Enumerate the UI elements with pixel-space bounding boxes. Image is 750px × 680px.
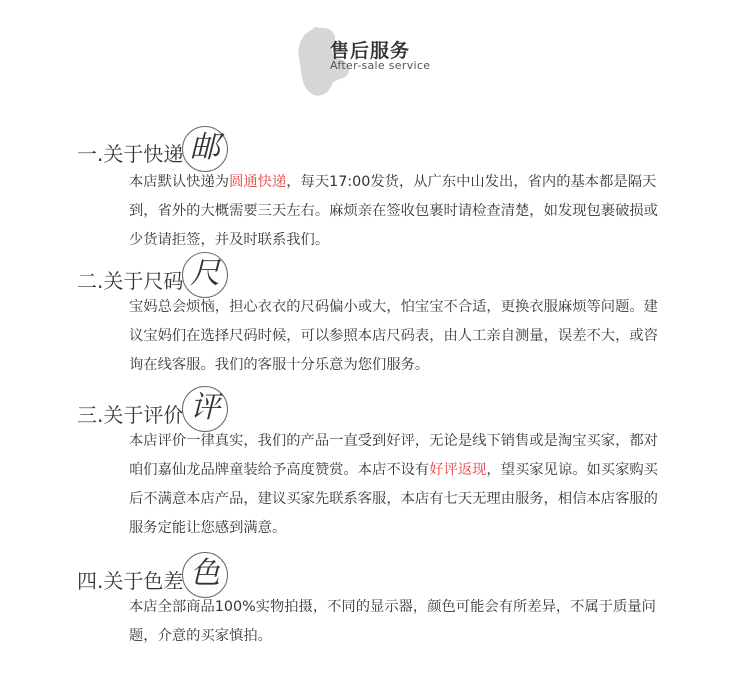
section-title: 一.关于快递 — [77, 142, 184, 166]
mail-badge-icon: 邮 — [182, 126, 228, 172]
section-text: 本店全部商品100%实物拍摄，不同的显示器，颜色可能会有所差异，不属于质量问题，介意的买家慎拍。 — [129, 599, 656, 644]
section-text: 本店默认快递为圆通快递，每天17:00发货，从广东中山发出，省内的基本都是隔天到，省外的大概需要三天左右。麻烦亲在签收包裹时请检查清楚，如发现包裹破损或少货请拒签，并及时联系我们。 — [129, 174, 658, 248]
page-subtitle: After-sale service — [330, 59, 431, 72]
section-text: 宝妈总会烦恼，担心衣衣的尺码偏小或大，怕宝宝不合适，更换衣服麻烦等问题。建议宝妈们在选择尺码时候，可以参照本店尺码表，由人工亲自测量，误差不大，或咨询在线客服。我们的客服十分乐意为您们服务。 — [129, 299, 658, 373]
section-title: 二.关于尺码 — [77, 269, 184, 293]
page-title: 售后服务 — [330, 40, 411, 62]
section-title: 四.关于色差 — [77, 569, 184, 593]
section-title: 三.关于评价 — [77, 403, 184, 427]
page-header — [0, 0, 750, 110]
review-badge-icon: 评 — [182, 386, 228, 432]
section-text: 本店评价一律真实，我们的产品一直受到好评，无论是线下销售或是淘宝买家，都对咱们嘉仙龙品牌童装给予高度赞赏。本店不设有好评返现，望买家见谅。如买家购买后不满意本店产品，建议买家先联系客服，本店有七天无理由服务，相信本店客服的服务定能让您感到满意。 — [129, 433, 658, 536]
color-badge-icon: 色 — [182, 552, 228, 598]
highlight-text: 圆通快递 — [229, 174, 287, 190]
size-badge-icon: 尺 — [182, 252, 228, 298]
highlight-text: 好评返现 — [429, 462, 487, 478]
